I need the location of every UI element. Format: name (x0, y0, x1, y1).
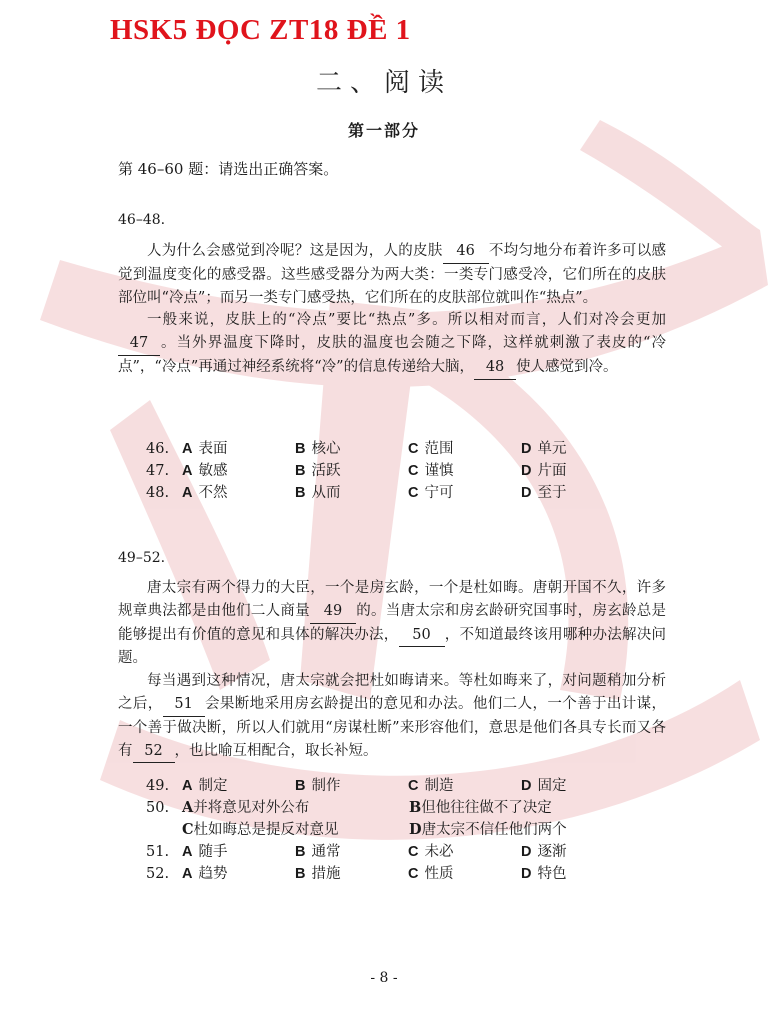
option-b[interactable]: B 通常 (295, 844, 341, 860)
option-d[interactable]: D 片面 (521, 463, 567, 479)
option-b[interactable]: B 活跃 (295, 463, 341, 479)
question-46: 46. A 表面 B 核心 C 范围 D 单元 (146, 438, 634, 460)
option-c[interactable]: C 制造 (408, 778, 454, 794)
option-b[interactable]: B 制作 (295, 778, 341, 794)
passage-46-48 (118, 240, 666, 380)
question-49: 49. A 制定 B 制作 C 制造 D 固定 (146, 775, 636, 797)
question-range-49-52: 49–52. (118, 550, 166, 566)
header-title: HSK5 ĐỌC ZT18 ĐỀ 1 (110, 14, 411, 46)
question-50: 50. A并将意见对外公布 B但他往往做不了决定 (146, 797, 636, 819)
instruction: 第 46–60 题：请选出正确答案。 (118, 160, 339, 178)
option-b[interactable]: B 措施 (295, 866, 341, 882)
option-a[interactable]: A 制定 (182, 778, 228, 794)
option-c[interactable]: C 宁可 (408, 485, 454, 501)
option-d[interactable]: D 至于 (521, 485, 567, 501)
passage-paragraph: 一般来说，皮肤上的“冷点”要比“热点”多。所以相对而言，人们对冷会更加47 。当外界温度下降时，皮肤的温度也会随之下降，这样就刺激了表皮的“冷点”，“冷点”再通过神经系统将“冷”的信息传递给大脑， 48 使人感觉到冷。 (118, 309, 666, 379)
question-48: 48. A 不然 B 从而 C 宁可 D 至于 (146, 482, 634, 504)
option-d[interactable]: D 特色 (521, 866, 567, 882)
option-a[interactable]: A 敏感 (182, 463, 228, 479)
question-50-cont (146, 819, 636, 841)
option-b[interactable]: B 从而 (295, 485, 341, 501)
blank-47: 47 (118, 332, 160, 356)
option-c[interactable]: C 范围 (408, 441, 454, 457)
question-47: 47. A 敏感 B 活跃 C 谨慎 D 片面 (146, 460, 634, 482)
section-title: 二、阅读 (315, 68, 452, 98)
options-49-52 (146, 775, 636, 885)
option-a[interactable]: A并将意见对外公布 (182, 799, 310, 816)
option-c[interactable]: C杜如晦总是提反对意见 (182, 821, 339, 838)
page-number: - 8 - (370, 970, 398, 986)
option-a[interactable]: A 不然 (182, 485, 228, 501)
option-c[interactable]: C 未必 (408, 844, 454, 860)
option-c[interactable]: C 性质 (408, 866, 454, 882)
option-b[interactable]: B但他往往做不了决定 (409, 799, 552, 816)
question-52: 52. A 趋势 B 措施 C 性质 D 特色 (146, 863, 636, 885)
question-range-46-48: 46–48. (118, 212, 166, 228)
option-d[interactable]: D唐太宗不信任他们两个 (409, 821, 567, 838)
option-a[interactable]: A 随手 (182, 844, 228, 860)
blank-50: 50 (399, 624, 445, 648)
options-46-48 (146, 438, 634, 504)
passage-49-52 (118, 577, 666, 763)
passage-paragraph: 每当遇到这种情况，唐太宗就会把杜如晦请来。等杜如晦来了，对问题稍加分析之后， 51 会果断地采用房玄龄提出的意见和办法。他们二人，一个善于出计谋，一个善于做决断，所以人们就用“房谋杜断”来形容他们，意思是他们各具专长而又各有 52 ，也比喻互相配合，取长补短。 (118, 670, 666, 763)
option-a[interactable]: A 趋势 (182, 866, 228, 882)
blank-46: 46 (443, 240, 489, 264)
passage-paragraph: 人为什么会感觉到冷呢？这是因为，人的皮肤 46 不均匀地分布着许多可以感觉到温度变化的感受器。这些感受器分为两大类：一类专门感受冷，它们所在的皮肤部位叫“冷点”；而另一类专门感受热，它们所在的皮肤部位就叫作“热点”。 (118, 240, 666, 309)
passage-paragraph: 唐太宗有两个得力的大臣，一个是房玄龄，一个是杜如晦。唐朝开国不久，许多规章典法都是由他们二人商量 49 的。当唐太宗和房玄龄研究国事时，房玄龄总是能够提出有价值的意见和具体的解决办法， 50 ，不知道最终该用哪种办法解决问题。 (118, 580, 667, 667)
option-b[interactable]: B 核心 (295, 441, 341, 457)
question-51: 51. A 随手 B 通常 C 未必 D 逐渐 (146, 841, 636, 863)
blank-51: 51 (163, 693, 205, 717)
option-d[interactable]: D 逐渐 (521, 844, 567, 860)
blank-49: 49 (310, 600, 356, 624)
option-c[interactable]: C 谨慎 (408, 463, 454, 479)
option-d[interactable]: D 单元 (521, 441, 567, 457)
option-d[interactable]: D 固定 (521, 778, 567, 794)
part-title: 第一部分 (347, 121, 420, 140)
blank-48: 48 (474, 356, 516, 380)
option-a[interactable]: A 表面 (182, 441, 228, 457)
blank-52: 52 (133, 740, 175, 764)
